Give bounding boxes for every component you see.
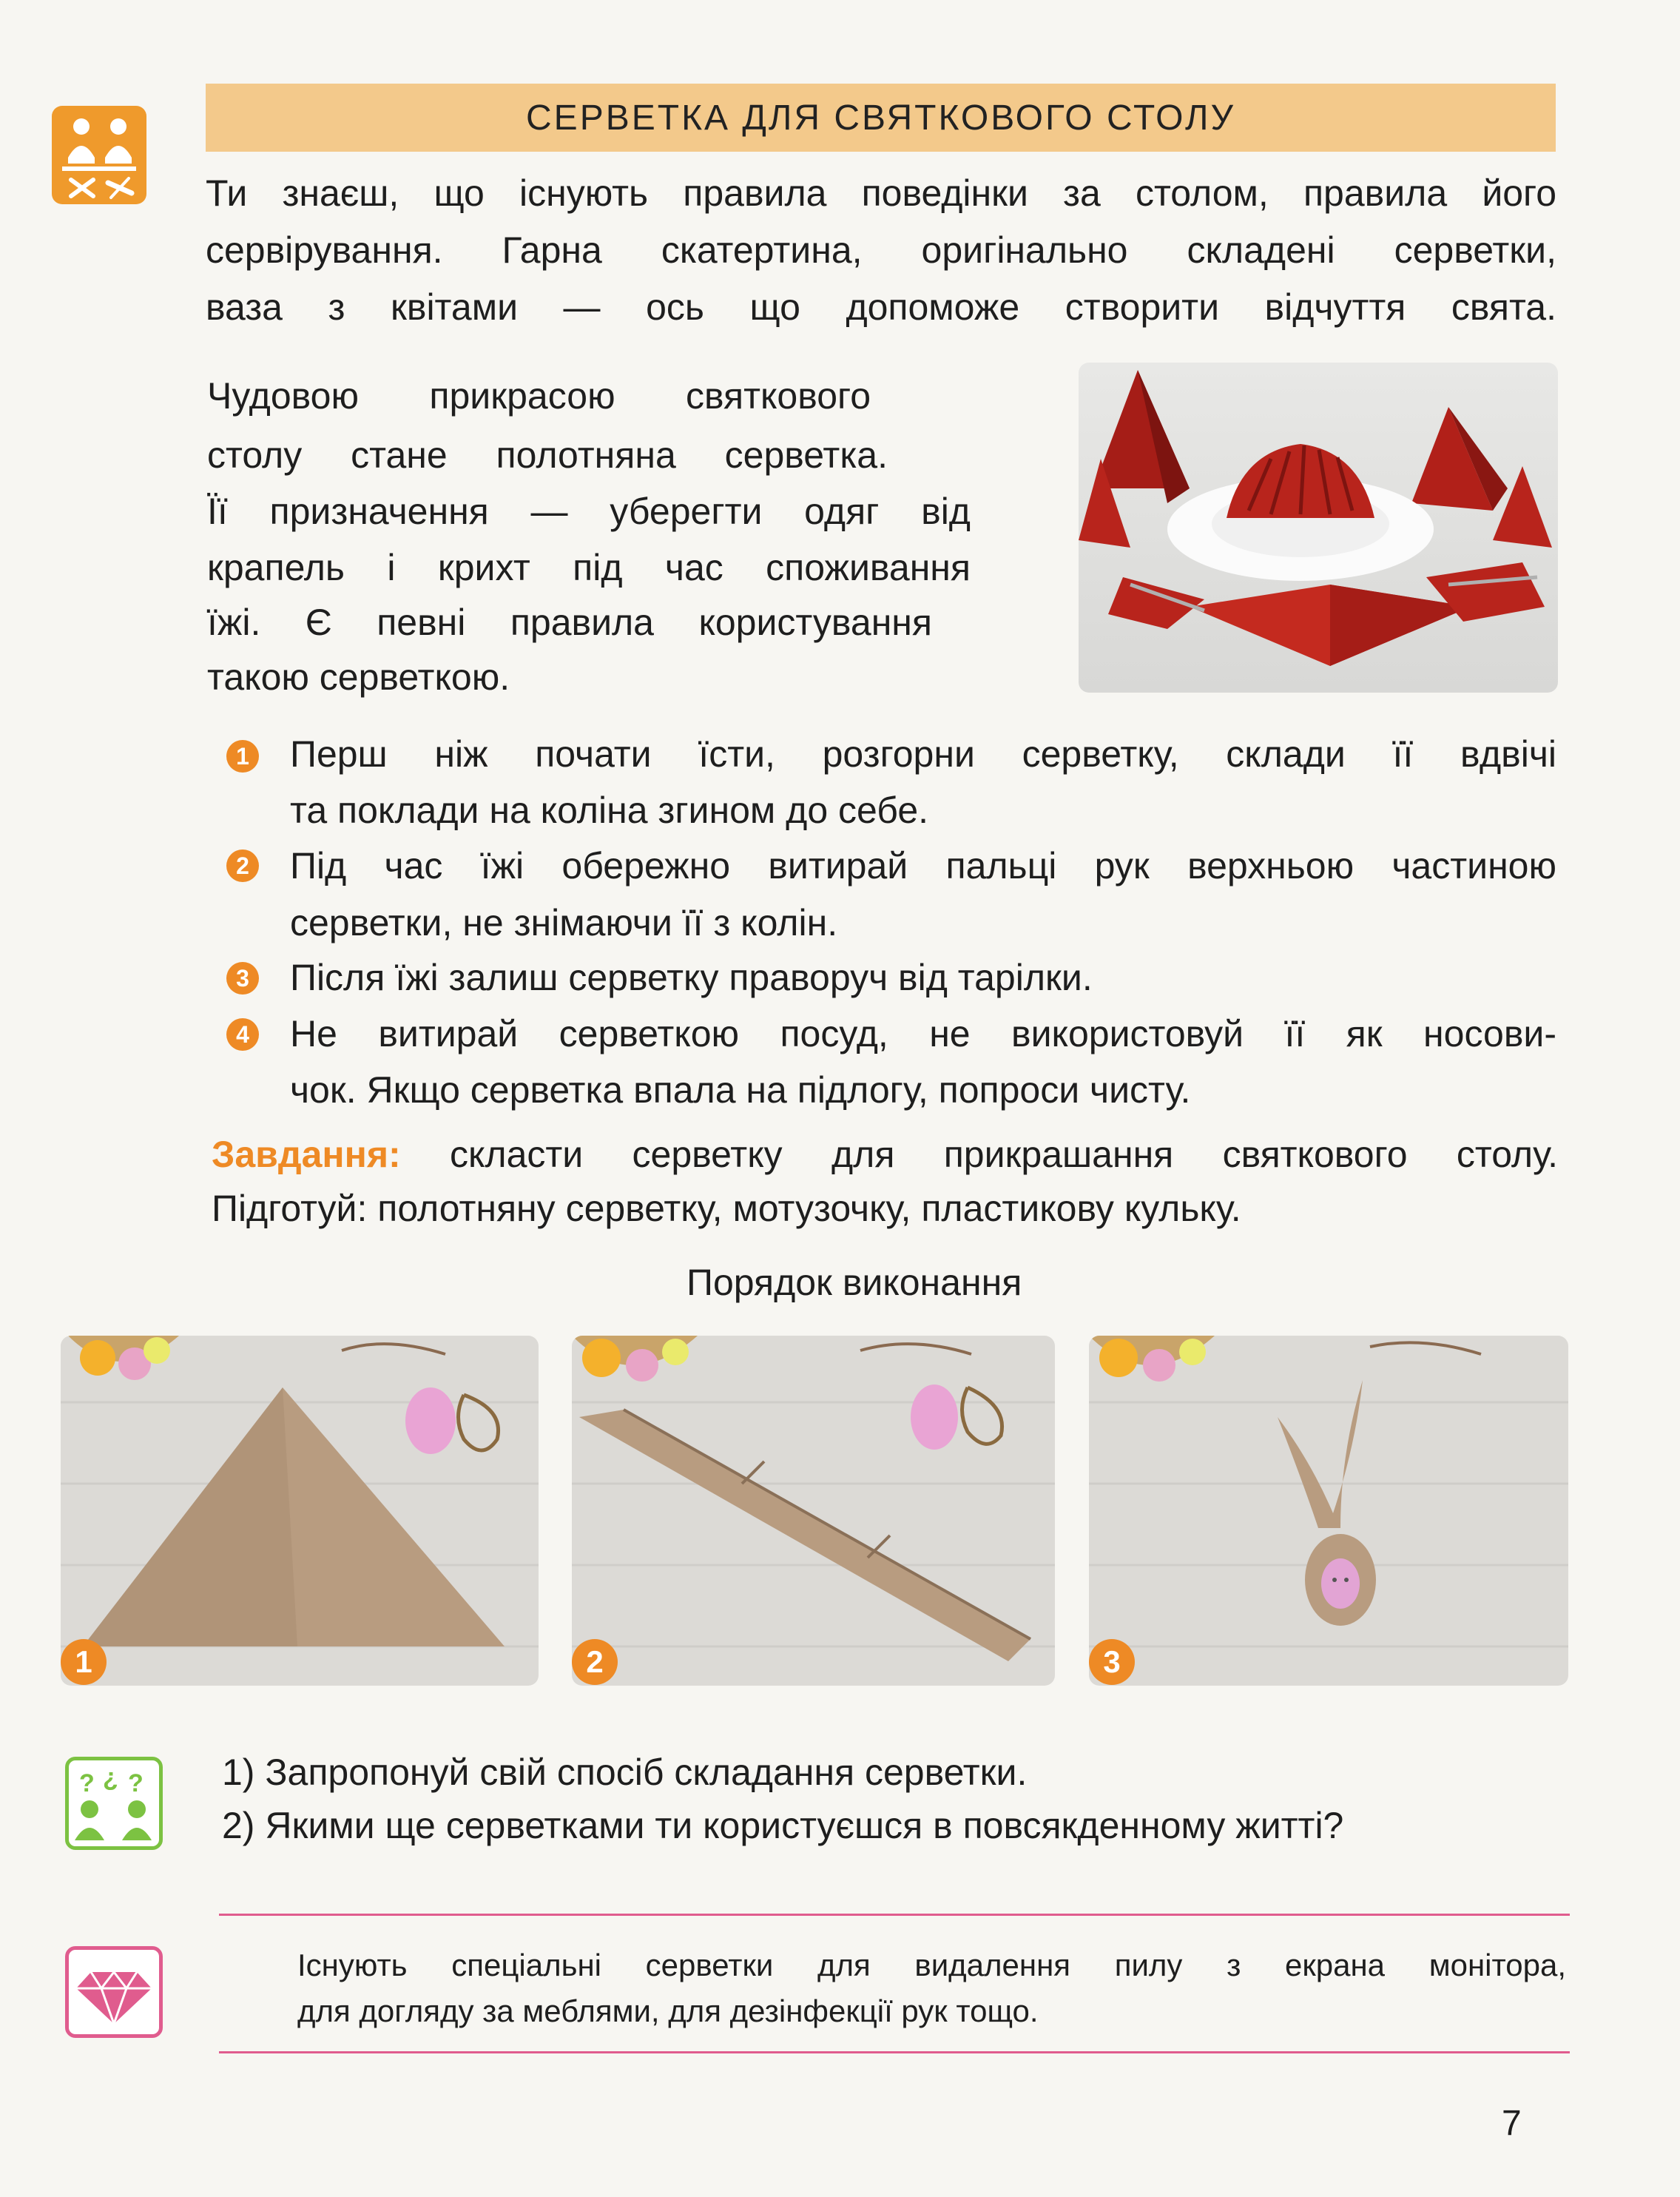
procedure-title: Порядок виконання xyxy=(686,1262,1022,1303)
fact-text xyxy=(297,1942,1566,2034)
step-badge: 2 xyxy=(572,1639,618,1685)
intro-line: Ти знаєш, що існують правила поведінки за столом, правила його xyxy=(206,172,1556,214)
rule-number-badge: 1 xyxy=(226,740,259,773)
side-text-line: Чудовою прикрасою святкового xyxy=(207,375,871,417)
side-text-line: столу стане полотняна серветка. xyxy=(207,434,888,476)
rule-text-line: чок. Якщо серветка впала на підлогу, попроси чисту. xyxy=(290,1069,1191,1111)
side-text-line: такою серветкою. xyxy=(207,656,510,698)
rule-number-badge: 3 xyxy=(226,962,259,995)
napkin-table-photo xyxy=(1079,363,1558,693)
rule-text-line: серветки, не знімаючи її з колін. xyxy=(290,902,838,943)
svg-text:?: ? xyxy=(79,1769,95,1797)
question-2: 2) Якими ще серветками ти користуєшся в повсякденному житті? xyxy=(222,1805,1344,1846)
step-badge: 1 xyxy=(61,1639,107,1685)
intro-line: сервірування. Гарна скатертина, оригінально складені серветки, xyxy=(206,229,1556,271)
side-text-line: Її призначення — уберегти одяг від xyxy=(207,491,971,532)
task-prepare: Підготуй: полотняну серветку, мотузочку, пластикову кульку. xyxy=(212,1188,1241,1229)
rule-text-line: Перш ніж почати їсти, розгорни серветку, склади її вдвічі xyxy=(290,733,1556,775)
fact-line: для догляду за меблями, для дезінфекції рук тощо. xyxy=(297,1994,1039,2028)
rule-text-line: Під час їжі обережно витирай пальці рук верхньою частиною xyxy=(290,845,1556,886)
discussion-icon xyxy=(65,1757,163,1850)
step-badge: 3 xyxy=(1089,1639,1135,1685)
workshop-icon xyxy=(52,106,146,204)
rule-text-line: Після їжі залиш серветку праворуч від тарілки. xyxy=(290,957,1093,998)
rule-number-badge: 4 xyxy=(226,1018,259,1051)
rule-text-line: та поклади на коліна згином до себе. xyxy=(290,790,929,831)
side-text-line: їжі. Є певні правила користування xyxy=(207,602,932,643)
task-text: скласти серветку для прикрашання святкового столу. xyxy=(400,1134,1558,1175)
step-photo-2 xyxy=(572,1336,1055,1686)
page-number: 7 xyxy=(1502,2104,1522,2143)
diamond-icon xyxy=(65,1946,163,2038)
rule-text-line: Не витирай серветкою посуд, не використовуй її як носови- xyxy=(290,1013,1556,1054)
svg-text:¿: ¿ xyxy=(103,1763,118,1791)
rule-number-badge: 2 xyxy=(226,849,259,882)
step-photo-1 xyxy=(61,1336,539,1686)
question-1: 1) Запропонуй свій спосіб складання серветки. xyxy=(222,1752,1028,1793)
fact-line: Існують спеціальні серветки для видалення пилу з екрана монітора, xyxy=(297,1948,1566,1982)
divider xyxy=(219,1914,1570,1916)
step-photo-3 xyxy=(1089,1336,1568,1686)
intro-line: ваза з квітами — ось що допоможе створити відчуття свята. xyxy=(206,286,1556,328)
task-line xyxy=(212,1128,1558,1180)
page-title: СЕРВЕТКА ДЛЯ СВЯТКОВОГО СТОЛУ xyxy=(206,84,1556,152)
svg-text:?: ? xyxy=(128,1769,144,1797)
task-label: Завдання: xyxy=(212,1134,401,1175)
divider xyxy=(219,2051,1570,2053)
side-text-line: крапель і крихт під час споживання xyxy=(207,547,971,588)
